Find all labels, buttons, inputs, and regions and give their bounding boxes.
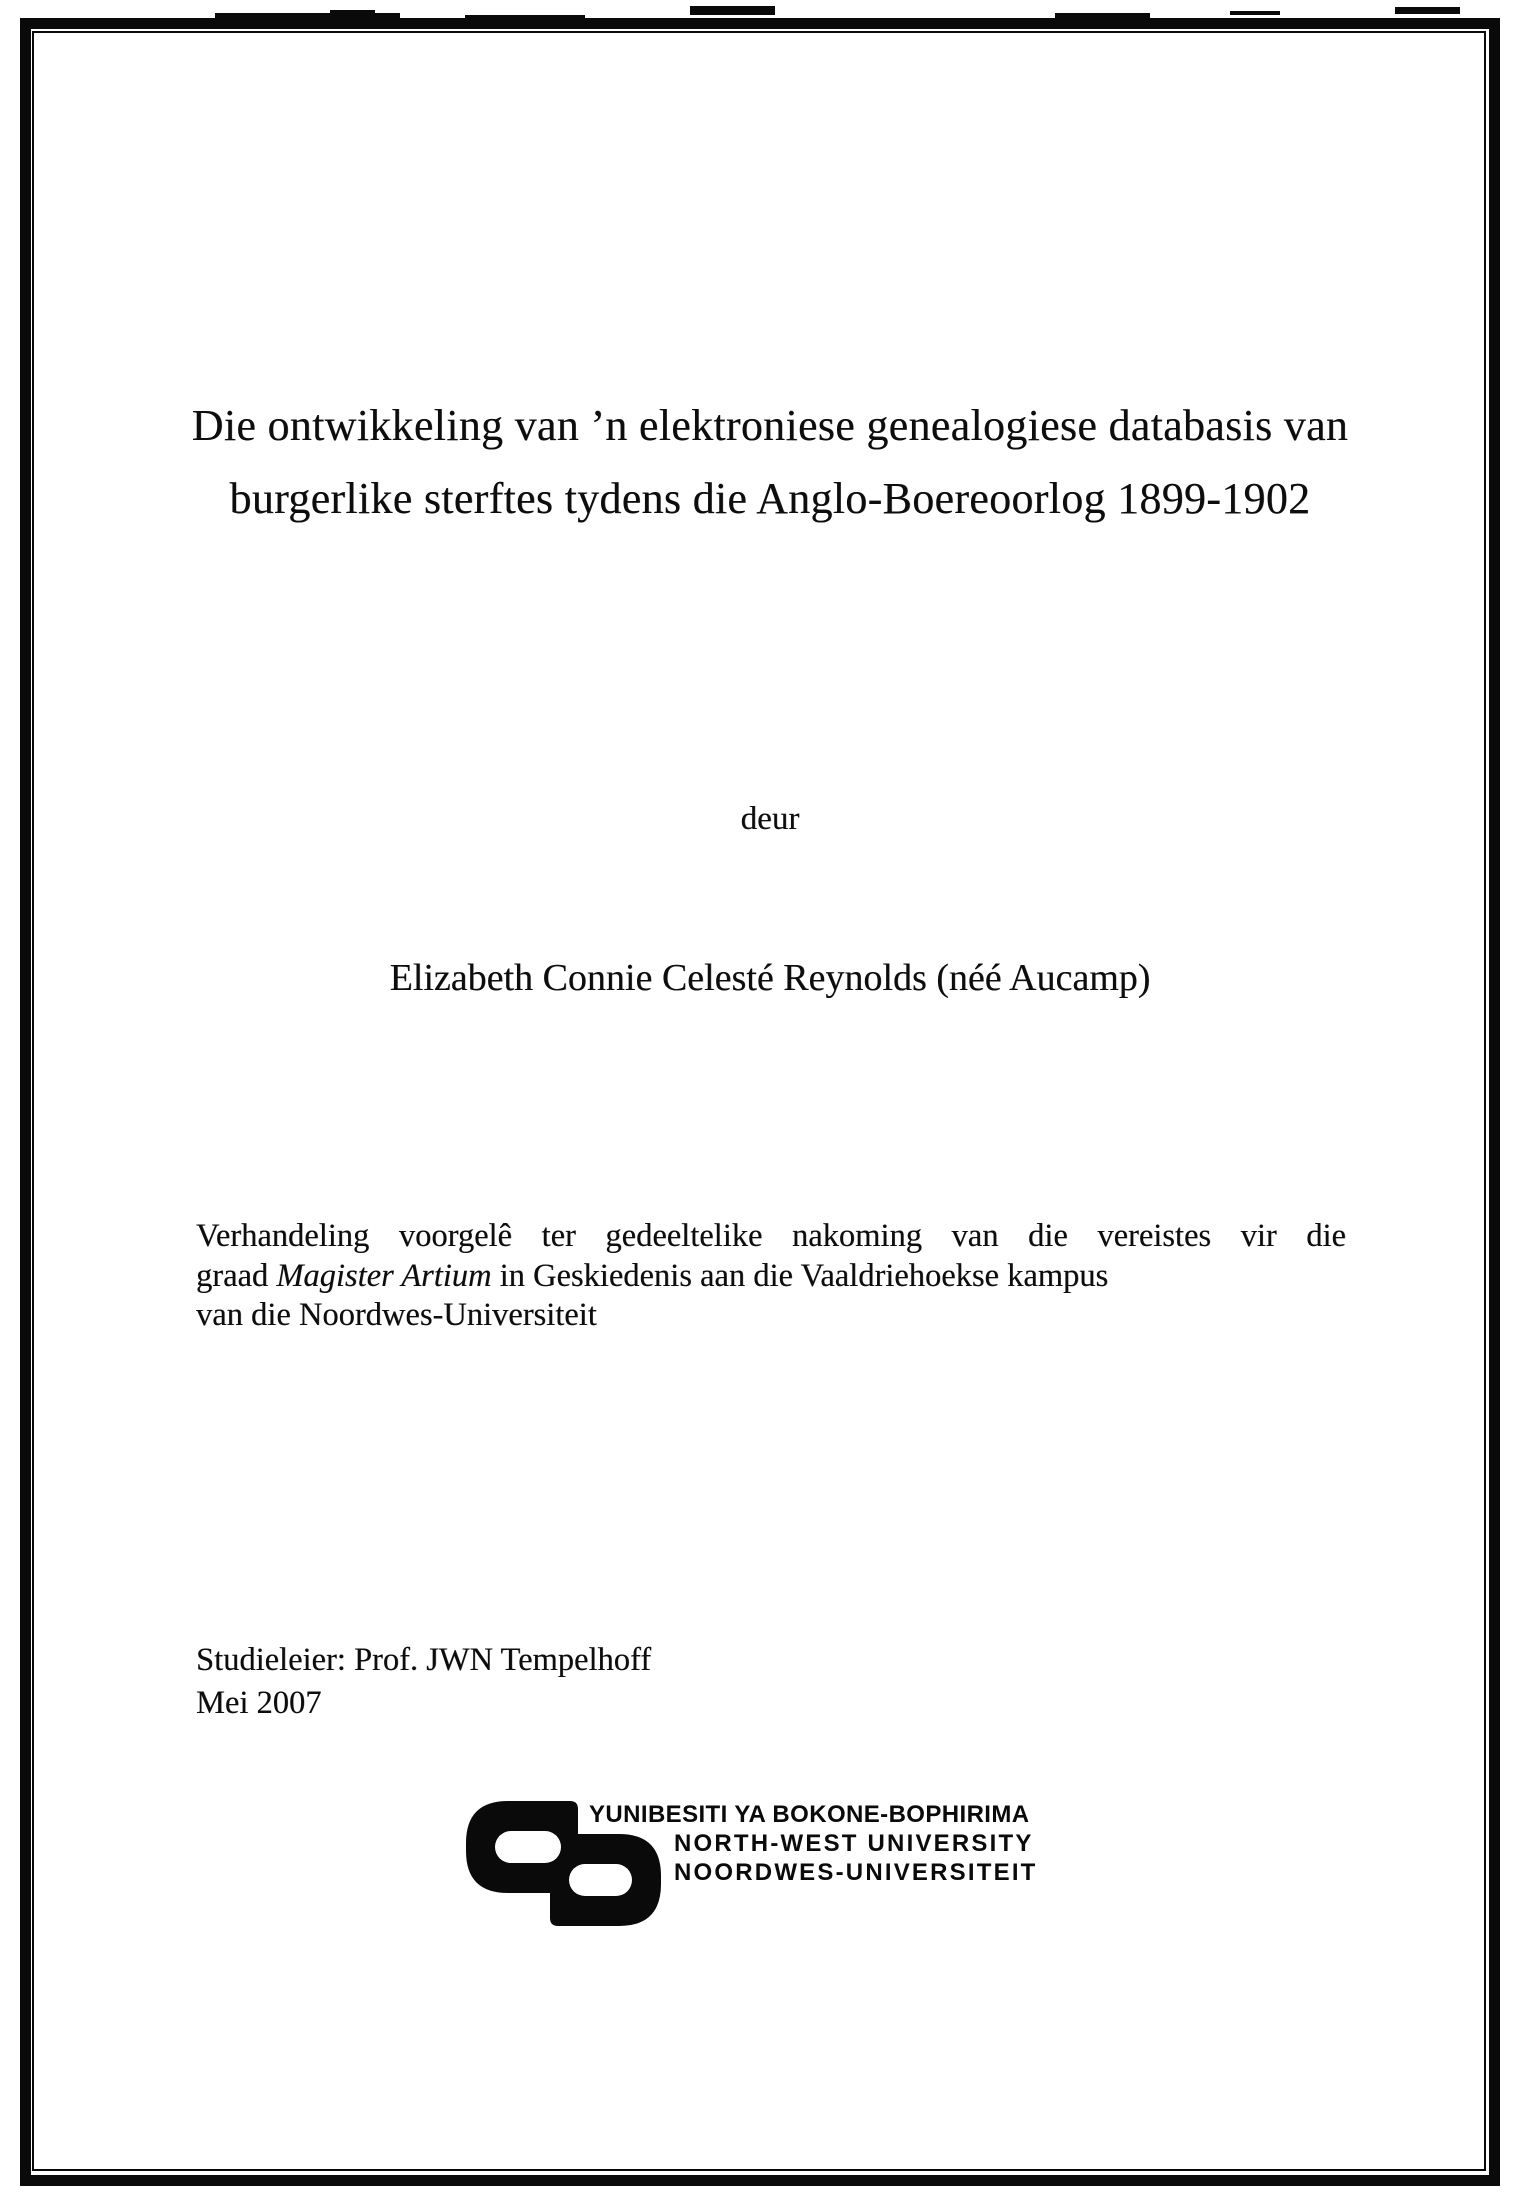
submission-line1: Verhandeling voorgelê ter gedeeltelike nakoming van die vereistes vir die [196, 1218, 1346, 1254]
logo-text-setswana: YUNIBESITI YA BOKONE-BOPHIRIMA [589, 1801, 1030, 1828]
byline-label: deur [740, 801, 800, 837]
thesis-title-line1: Die ontwikkeling van ’n elektroniese genealogiese databasis van [191, 401, 1349, 450]
submission-line2-suffix: in Geskiedenis aan die Vaaldriehoekse kampus [491, 1257, 1109, 1294]
submission-line2 [196, 1257, 1346, 1297]
logo-text-english: NORTH-WEST UNIVERSITY [674, 1830, 1034, 1857]
author-name: Elizabeth Connie Celesté Reynolds (néé Aucamp) [389, 957, 1151, 999]
scan-artifact [690, 6, 775, 15]
thesis-title [166, 389, 1374, 535]
scan-artifact [1230, 11, 1280, 15]
scan-artifact [330, 10, 375, 15]
supervisor-block [196, 1639, 1096, 1725]
supervisor-line: Studieleier: Prof. JWN Tempelhoff [196, 1642, 652, 1678]
submission-line2-prefix: graad [196, 1257, 277, 1294]
date-line: Mei 2007 [196, 1685, 322, 1721]
degree-name: Magister Artium [276, 1257, 492, 1294]
thesis-title-line2: burgerlike sterftes tydens die Anglo-Boereoorlog 1899-1902 [229, 474, 1311, 523]
scan-artifact [1395, 7, 1460, 14]
submission-line3: van die Noordwes-Universiteit [196, 1297, 597, 1333]
logo-text-afrikaans: NOORDWES-UNIVERSITEIT [674, 1859, 1038, 1886]
nwu-logo-wordmark [589, 1800, 1109, 1887]
submission-statement [196, 1217, 1346, 1336]
